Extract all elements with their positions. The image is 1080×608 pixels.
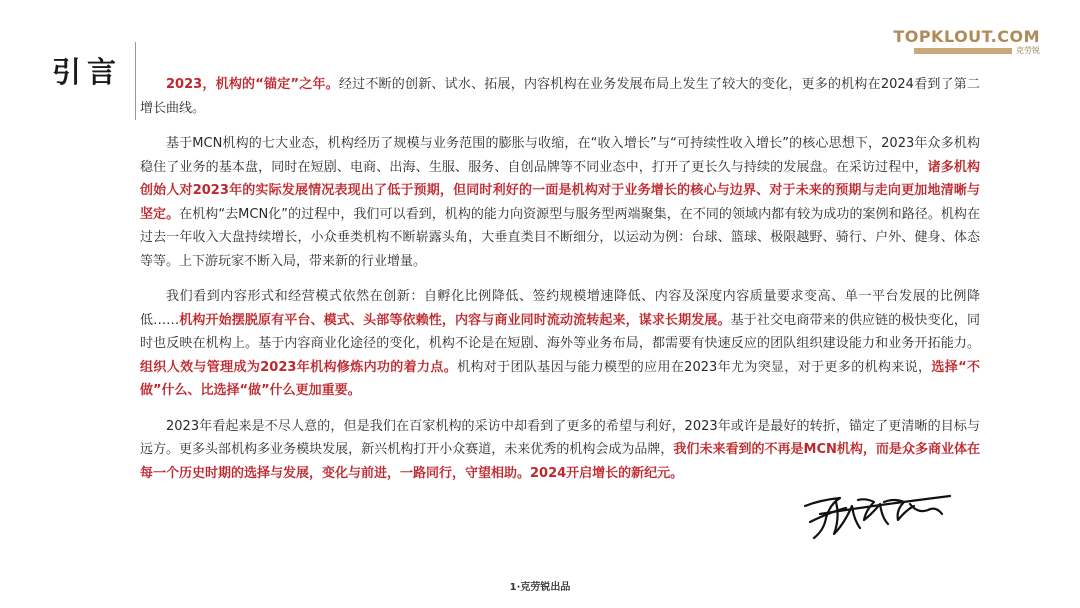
logo-subline	[893, 47, 1040, 55]
highlight-text: 我们未来看到的不再是MCN机构，而是众多商业体在每一个历史时期的选择与发展，变化与前进，一路同行，守望相助。2024开启增长的新纪元。	[140, 442, 980, 481]
body-paragraph	[140, 73, 980, 120]
highlight-text: 2023，机构的“锚定”之年。	[166, 77, 339, 92]
highlight-text: 组织人效与管理成为2023年机构修炼内功的着力点。	[140, 359, 458, 375]
body-paragraph	[140, 285, 980, 403]
body-text: 2023年看起来是不尽人意的，但是我们在百家机构的采访中却看到了更多的希望与利好，2023年或许是最好的转折，锚定了更清晰的目标与远方。更多头部机构多业务模块发展，新兴机构打开小众赛道，未来优秀的机构会成为品牌，	[140, 418, 980, 457]
title-divider	[135, 42, 136, 120]
body-text: 机构对于团队基因与能力模型的应用在2023年尤为突显，对于更多的机构来说，	[457, 359, 932, 375]
logo-tagline-bar	[914, 48, 1012, 54]
body-paragraph	[140, 132, 980, 273]
body-text: 基于MCN机构的七大业态，机构经历了规模与业务范围的膨胀与收缩，在“收入增长”与“可持续性收入增长”的核心思想下，2023年众多机构稳住了业务的基本盘，同时在短剧、电商、出海、生服、服务、自创品牌等不同业态中，打开了更长久与持续的发展盘。在采访过程中，	[140, 136, 980, 175]
logo-text: TOPKLOUT.COM	[893, 27, 1040, 46]
handwritten-signature	[800, 484, 960, 544]
intro-body	[140, 73, 980, 497]
body-text: 在机构“去MCN化”的过程中，我们可以看到，机构的能力向资源型与服务型两端聚集，在不同的领域内都有较为成功的案例和路径。机构在过去一年收入大盘持续增长，小众垂类机构不断崭露头角，大垂直类目不断细分，以运动为例：台球、篮球、极限越野、骑行、户外、健身、体态等等。上下游玩家不断入局，带来新的行业增量。	[140, 206, 980, 269]
body-text: 经过不断的创新、试水、拓展，内容机构在业务发展布局上发生了较大的变化，更多的机构在2024看到了第二增长曲线。	[140, 77, 980, 116]
highlight-text: 诸多机构创始人对2023年的实际发展情况表现出了低于预期，但同时利好的一面是机构对于业务增长的核心与边界、对于未来的预期与走向更加地清晰与坚定。	[140, 159, 980, 222]
page-title: 引言	[52, 55, 123, 89]
highlight-text: 选择“不做”什么、比选择“做”什么更加重要。	[140, 359, 980, 398]
body-text: 我们看到内容形式和经营模式依然在创新：自孵化比例降低、签约规模增速降低、内容及深度内容质量要求变高、单一平台发展的比例降低……	[140, 289, 980, 328]
logo-brand-name: 克劳锐	[1016, 46, 1040, 55]
brand-logo	[893, 28, 1040, 55]
footer-credit: 1·克劳锐出品	[509, 582, 571, 593]
body-paragraph	[140, 415, 980, 486]
body-text: 基于社交电商带来的供应链的极快变化，同时也反映在机构上。基于内容商业化途径的变化，机构不论是在短剧、海外等业务布局，都需要有快速反应的团队组织建设能力和业务开拓能力。	[140, 312, 980, 351]
highlight-text: 机构开始摆脱原有平台、模式、头部等依赖性，内容与商业同时流动流转起来，谋求长期发展。	[179, 312, 731, 328]
